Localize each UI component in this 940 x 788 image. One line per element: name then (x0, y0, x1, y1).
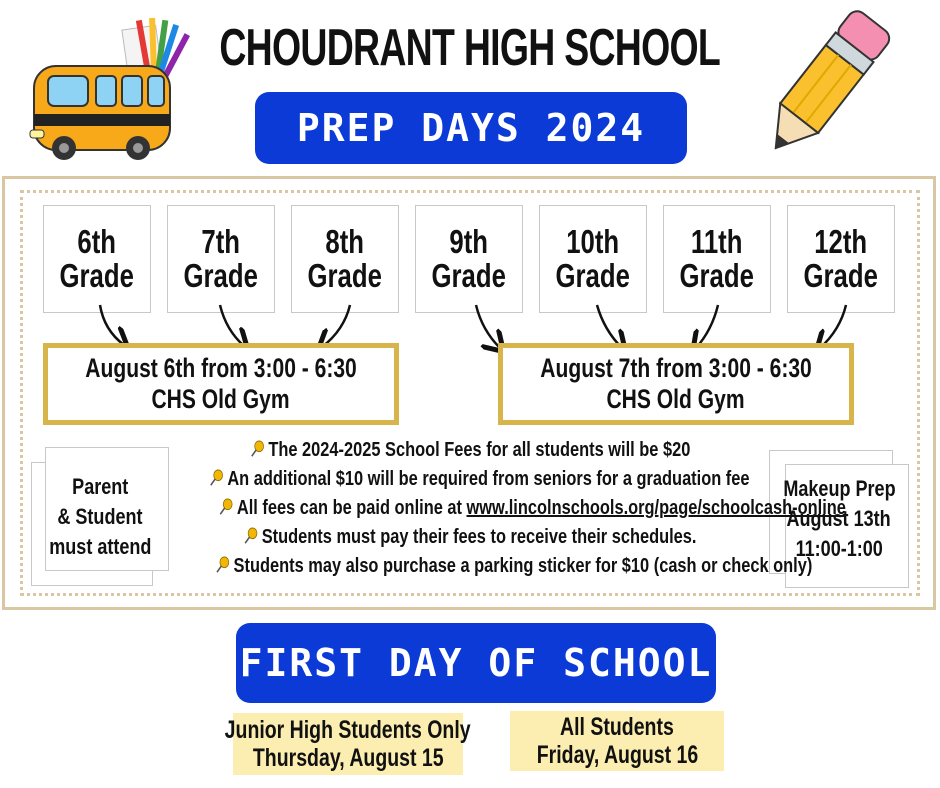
grade-box-12: 12th Grade (787, 205, 895, 313)
grade-box-10: 10th Grade (539, 205, 647, 313)
all-students-note: All Students Friday, August 16 (510, 711, 724, 771)
push-pin-icon (250, 440, 265, 458)
session-box-middle: August 6th from 3:00 - 6:30 CHS Old Gym (43, 343, 399, 425)
grade-box-9: 9th Grade (415, 205, 523, 313)
push-pin-icon (209, 469, 224, 487)
arrow-9th (476, 305, 500, 348)
push-pin-icon (216, 556, 231, 574)
push-pin-icon (244, 527, 259, 545)
arrow-12th (820, 305, 846, 348)
prep-days-banner: PREP DAYS 2024 (255, 92, 687, 164)
grade-box-7: 7th Grade (167, 205, 275, 313)
grade-arrows (0, 0, 940, 360)
fee-item: Students may also purchase a parking sticker for $10 (cash or check only) (150, 552, 790, 581)
grade-box-6: 6th Grade (43, 205, 151, 313)
push-pin-icon (219, 498, 234, 516)
arrow-10th (597, 305, 622, 348)
first-day-banner: FIRST DAY OF SCHOOL (236, 623, 716, 703)
grade-box-11: 11th Grade (663, 205, 771, 313)
attend-note: Parent & Student must attend (48, 473, 152, 559)
fee-item: Students must pay their fees to receive their schedules. (150, 523, 790, 552)
junior-high-note: Junior High Students Only Thursday, August 15 (233, 713, 463, 775)
school-cash-link[interactable]: www.lincolnschools.org/page/schoolcash-online (466, 497, 846, 519)
fee-item: An additional $10 will be required from seniors for a graduation fee (150, 465, 790, 494)
makeup-note: Makeup Prep August 13th 11:00-1:00 (782, 476, 896, 561)
fee-item: All fees can be paid online at www.lincolnschools.org/page/schoolcash-online (150, 494, 790, 523)
arrow-8th (322, 305, 350, 347)
session-box-high: August 7th from 3:00 - 6:30 CHS Old Gym (498, 343, 854, 425)
page-title: CHOUDRANT HIGH SCHOOL (219, 19, 721, 77)
fee-item: The 2024-2025 School Fees for all students will be $20 (150, 436, 790, 465)
arrow-6th (100, 305, 124, 345)
grade-box-8: 8th Grade (291, 205, 399, 313)
arrow-11th (696, 305, 718, 348)
arrow-7th (220, 305, 244, 346)
